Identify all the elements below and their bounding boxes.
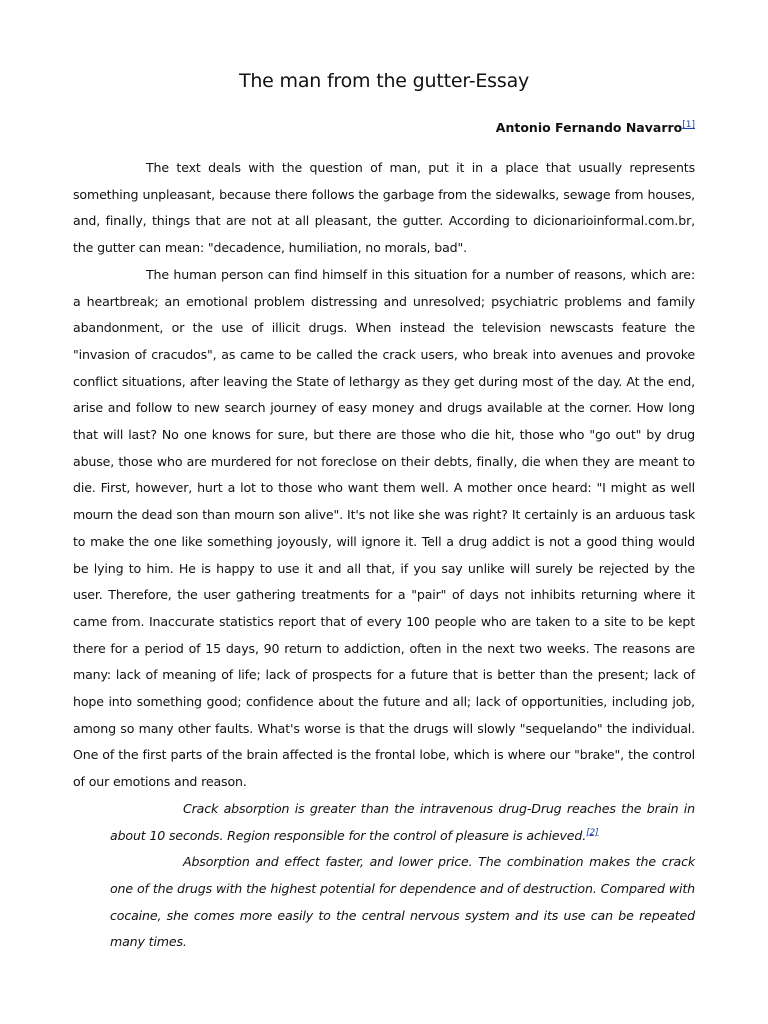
author-name: Antonio Fernando Navarro [495, 120, 683, 135]
quote-text: Crack absorption is greater than the intravenous drug-Drug reaches the brain in about 10 seconds. Region responsible for the control of pleasure is achieved. [110, 800, 695, 843]
paragraph-intro: The text deals with the question of man, put it in a place that usually represents something unpleasant, because there follows the garbage from the sidewalks, sewage from houses, and, finally, things that are not at all pleasant, the gutter. According to dicionarioinformal.com.br, the gutter can mean: "decadence, humiliation, no morals, bad". [73, 160, 695, 256]
quote-absorption-effect [73, 849, 695, 956]
document-body [73, 155, 695, 956]
quote-text: Absorption and effect faster, and lower price. The combination makes the crack one of the drugs with the highest potential for dependence and of destruction. Compared with cocaine, she comes more easily to the central nervous system and its use can be repeated many times. [110, 854, 695, 950]
quote-footnote-link[interactable]: [2] [586, 827, 599, 838]
quote-crack-absorption [73, 796, 695, 849]
document-title: The man from the gutter-Essay [238, 70, 530, 92]
author-footnote-link[interactable]: [1] [682, 119, 695, 130]
paragraph-main: The human person can find himself in this situation for a number of reasons, which are: a heartbreak; an emotional problem distressing and unresolved; psychiatric problems and family abandonment, or the use of illicit drugs. When instead the television newscasts feature the "invasion of cracudos", as came to be called the crack users, who break into avenues and provoke conflict situations, after leaving the State of lethargy as they get during most of the day. At the end, arise and follow to new search journey of easy money and drugs available at the corner. How long that will last? No one knows for sure, but there are those who die hit, those who "go out" by drug abuse, those who are murdered for not foreclose on their debts, finally, die when they are meant to die. First, however, hurt a lot to those who want them well. A mother once heard: "I might as well mourn the dead son than mourn son alive". It's not like she was right? It certainly is an arduous task to make the one like something joyously, will ignore it. Tell a drug addict is not a good thing would be lying to him. He is happy to use it and all that, if you say unlike will surely be rejected by the user. Therefore, the user gathering treatments for a "pair" of days not inhibits returning where it came from. Inaccurate statistics report that of every 100 people who are taken to a site to be kept there for a period of 15 days, 90 return to addiction, often in the next two weeks. The reasons are many: lack of meaning of life; lack of prospects for a future that is better than the present; lack of hope into something good; confidence about the future and all; lack of opportunities, including job, among so many other faults. What's worse is that the drugs will slowly "sequelando" the individual. One of the first parts of the brain affected is the frontal lobe, which is where our "brake", the control of our emotions and reason. [73, 266, 695, 790]
author-line [496, 120, 695, 135]
